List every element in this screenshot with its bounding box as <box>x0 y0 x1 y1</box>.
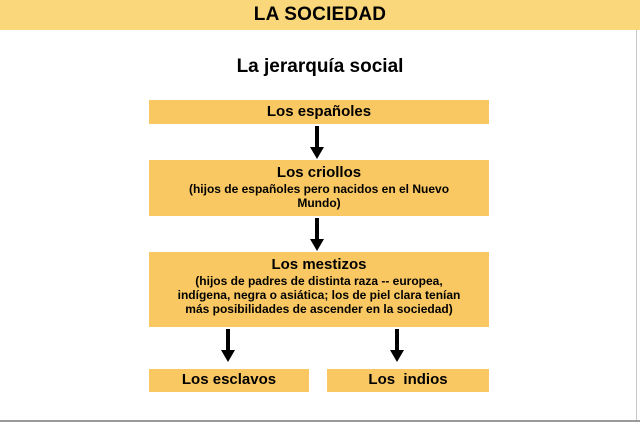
page-title: LA SOCIEDAD <box>253 4 387 25</box>
arrow-down-icon <box>309 126 325 159</box>
diagram-title: La jerarquía social <box>236 56 404 77</box>
node-esclavos-label: Los esclavos <box>181 371 277 388</box>
arrow-down-icon <box>389 329 405 362</box>
node-criollos-label: Los criollos <box>276 164 362 181</box>
node-criollos <box>149 160 489 216</box>
right-divider <box>636 30 637 422</box>
arrow-down-icon <box>309 218 325 251</box>
node-espanoles-label: Los españoles <box>266 103 372 120</box>
header-bar <box>0 0 640 30</box>
node-mestizos-label: Los mestizos <box>271 256 367 273</box>
node-indios-label: Los indios <box>368 371 448 388</box>
node-criollos-note-line: (hijos de españoles pero nacidos en el Nuevo <box>188 182 450 196</box>
node-indios <box>327 369 489 392</box>
arrow-down-icon <box>220 329 236 362</box>
node-mestizos-note-line: (hijos de padres de distinta raza -- europea, <box>195 274 443 288</box>
bottom-divider <box>0 420 640 422</box>
node-mestizos-note-line: más posibilidades de ascender en la sociedad) <box>185 302 453 316</box>
node-mestizos-note-line: indígena, negra o asiática; los de piel clara tenían <box>177 288 461 302</box>
node-espanoles <box>149 100 489 124</box>
node-criollos-note-line: Mundo) <box>297 196 341 210</box>
node-esclavos <box>149 369 309 392</box>
node-mestizos <box>149 252 489 327</box>
